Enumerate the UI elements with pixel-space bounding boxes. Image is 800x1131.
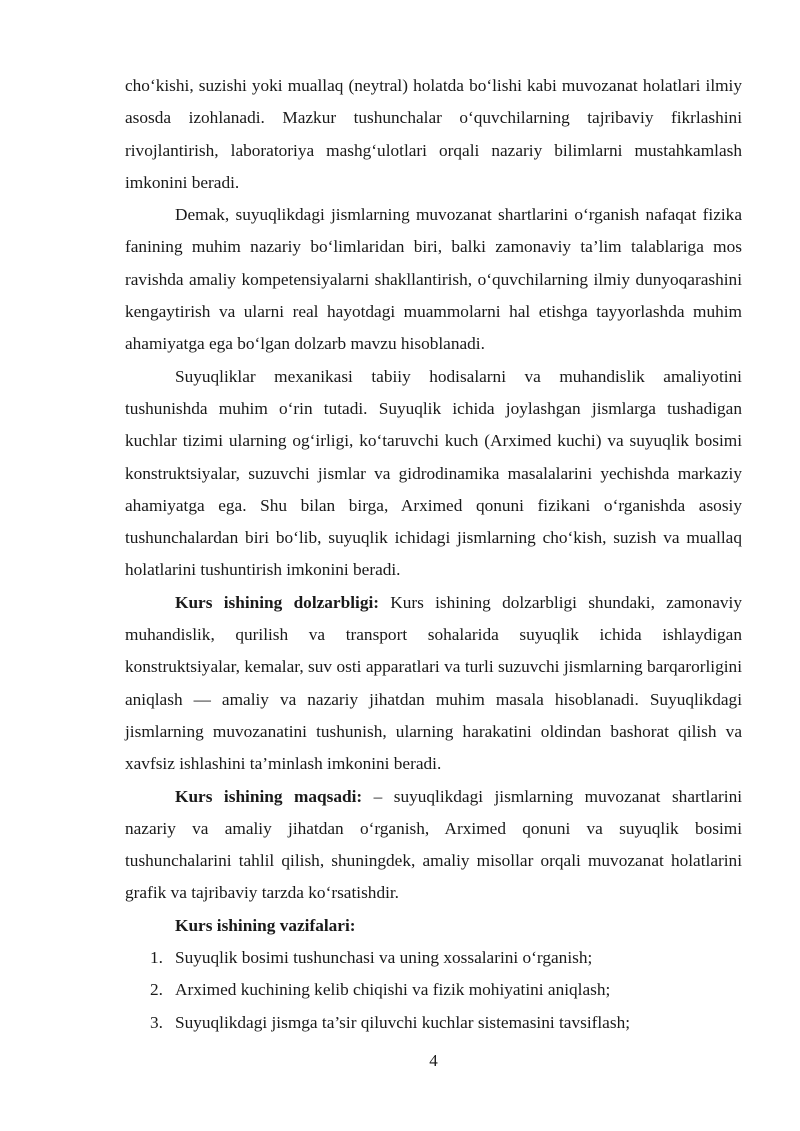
document-page: [125, 70, 742, 1039]
paragraph-intro-continued: cho‘kishi, suzishi yoki muallaq (neytral) holatda bo‘lishi kabi muvozanat holatlari ilmiy asosda izohlanadi. Mazkur tushunchalar o‘quvchilarning tajribaviy fikrlashini rivojlantirish, laboratoriya mashg‘ulotlari orqali nazariy bilimlarni mustahkamlash imkonini beradi.: [125, 76, 742, 192]
paragraph-relevance: [125, 587, 742, 781]
tasks-heading: Kurs ishining vazifalari:: [175, 915, 356, 935]
relevance-text: Kurs ishining dolzarbligi shundaki, zamonaviy muhandislik, qurilish va transport sohalarida suyuqlik ichida ishlaydigan konstruktsiyalar, kemalar, suv osti apparatlari va turli suzuvchi jismlarning barqarorligini aniqlash — amaliy va nazariy jihatdan muhim masala hisoblanadi. Suyuqlikdagi jismlarning muvozanatini tushunish, ularning harakatini oldindan bashorat qilish va xavfsiz ishlashini ta’minlash imkonini beradi.: [125, 592, 742, 774]
paragraph-fluid-mechanics: Suyuqliklar mexanikasi tabiiy hodisalarni va muhandislik amaliyotini tushunishda muhim o‘rin tutadi. Suyuqlik ichida joylashgan jismlarga tushadigan kuchlar tizimi ularning og‘irligi, ko‘taruvchi kuch (Arximed kuchi) va suyuqlik bosimi konstruktsiyalar, suzuvchi jismlar va gidrodinamika masalalarini yechishda markaziy ahamiyatga ega. Shu bilan birga, Arximed qonuni fizikani o‘rganishda asosiy tushunchalardan biri bo‘lib, suyuqlik ichidagi jismlarning cho‘kish, suzish va muallaq holatlarini tushuntirish imkonini beradi.: [125, 366, 742, 580]
tasks-list: [125, 942, 742, 1039]
task-text: Suyuqlik bosimi tushunchasi va uning xossalarini o‘rganish;: [175, 948, 593, 968]
task-item: [125, 974, 742, 1006]
task-text: Arximed kuchining kelib chiqishi va fizik mohiyatini aniqlash;: [175, 980, 611, 1000]
page-number: 4: [429, 1051, 438, 1070]
goal-label: Kurs ishining maqsadi:: [175, 786, 363, 806]
task-item: [125, 942, 742, 974]
task-text: Suyuqlikdagi jismga ta’sir qiluvchi kuchlar sistemasini tavsiflash;: [175, 1012, 631, 1032]
task-number: 2.: [150, 980, 163, 1000]
task-number: 1.: [150, 948, 163, 968]
task-item: [125, 1007, 742, 1039]
relevance-label: Kurs ishining dolzarbligi:: [175, 592, 380, 612]
goal-text: – suyuqlikdagi jismlarning muvozanat shartlarini nazariy va amaliy jihatdan o‘rganish, Arximed qonuni va suyuqlik bosimi tushunchalarini tahlil qilish, shuningdek, amaliy misollar orqali muvozanat holatlarini grafik va tajribaviy tarzda ko‘rsatishdir.: [125, 786, 743, 903]
paragraph-conclusion: Demak, suyuqlikdagi jismlarning muvozanat shartlarini o‘rganish nafaqat fizika fanining muhim nazariy bo‘limlaridan biri, balki zamonaviy ta’lim talablariga mos ravishda amaliy kompetensiyalarni shakllantirish, o‘quvchilarning ilmiy dunyoqarashini kengaytirish va ularni real hayotdagi muammolarni hal etishga tayyorlashda muhim ahamiyatga ega bo‘lgan dolzarb mavzu hisoblanadi.: [125, 205, 742, 354]
task-number: 3.: [150, 1012, 163, 1032]
paragraph-goal: [125, 781, 742, 910]
